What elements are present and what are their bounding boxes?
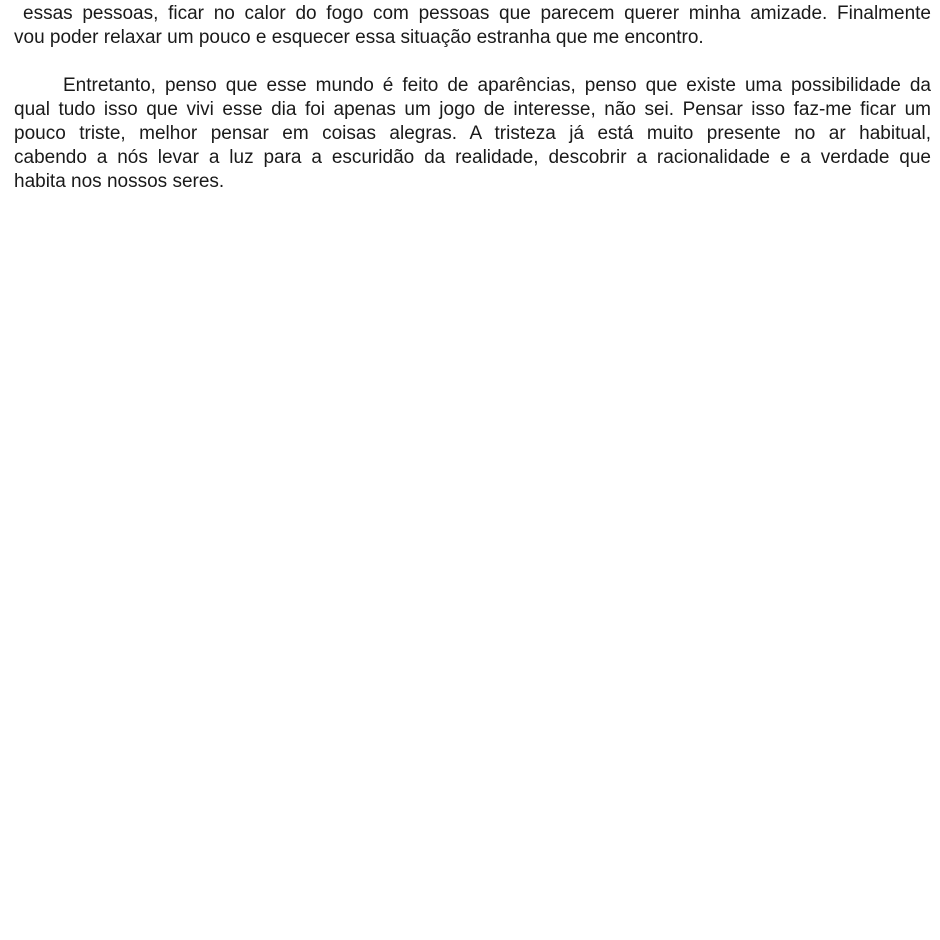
text-line: habita nos nossos seres. xyxy=(14,171,225,192)
text-line: cabendo a nós levar a luz para a escuridão da realidade, descobrir a racionalidade e a verdade que xyxy=(14,147,931,168)
text-line: Entretanto, penso que esse mundo é feito de aparências, penso que existe uma possibilidade da xyxy=(63,75,931,96)
text-line: essas pessoas, ficar no calor do fogo com pessoas que parecem querer minha amizade. Finalmente xyxy=(23,3,931,24)
text-line: vou poder relaxar um pouco e esquecer essa situação estranha que me encontro. xyxy=(14,27,704,48)
text-line: pouco triste, melhor pensar em coisas alegras. A tristeza já está muito presente no ar habitual, xyxy=(14,123,931,144)
paragraph xyxy=(14,74,931,194)
text-line: qual tudo isso que vivi esse dia foi apenas um jogo de interesse, não sei. Pensar isso faz-me ficar um xyxy=(14,99,931,120)
text-block xyxy=(0,0,940,194)
paragraph xyxy=(14,2,931,50)
